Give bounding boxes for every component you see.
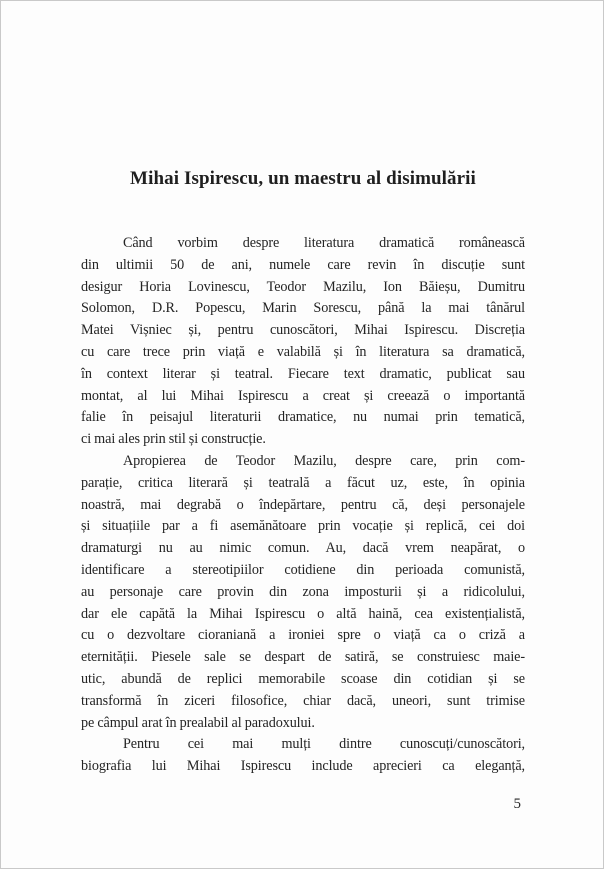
text-line: biografia lui Mihai Ispirescu include aprecieri ca eleganță, (81, 758, 525, 775)
text-line: dramaturgi nu au nimic comun. Au, dacă vrem neapărat, o (81, 540, 525, 557)
text-line: și situațiile par a fi asemănătoare prin vocație și replică, cei doi (81, 518, 525, 535)
paragraph (81, 233, 525, 451)
text-line: în context literar și teatral. Fiecare text dramatic, publicat sau (81, 365, 525, 382)
text-line: Apropierea de Teodor Mazilu, despre care, prin com- (123, 452, 525, 469)
text-line: montat, al lui Mihai Ispirescu a creat și creează o importantă (81, 387, 525, 404)
text-line: cu care trece prin viață e valabilă și în literatura sa dramatică, (81, 343, 525, 360)
text-line: au personaje care provin din zona imposturii și a ridicolului, (81, 583, 525, 600)
text-line: dar ele capătă la Mihai Ispirescu o altă haină, cea existențialistă, (81, 605, 525, 622)
text-line: din ultimii 50 de ani, numele care revin în discuție sunt (81, 256, 525, 273)
text-line: Solomon, D.R. Popescu, Marin Sorescu, până la mai tânărul (81, 300, 525, 317)
text-line: utic, abundă de replici memorabile scoase din cotidian și se (81, 670, 525, 687)
paragraph (81, 451, 525, 734)
text-line: ci mai ales prin stil și construcție. (81, 431, 266, 448)
paragraph (81, 734, 525, 778)
text-line: parație, critica literară și teatrală a făcut uz, este, în opinia (81, 474, 525, 491)
text-line: Pentru cei mai mulți dintre cunoscuți/cunoscători, (123, 736, 525, 753)
body-text (81, 233, 525, 778)
text-line: eternității. Piesele sale se despart de satiră, se construiesc maie- (81, 649, 525, 666)
text-line: Când vorbim despre literatura dramatică românească (123, 235, 525, 251)
text-line: identificare a stereotipiilor cotidiene din perioada comunistă, (81, 561, 525, 578)
page-title: Mihai Ispirescu, un maestru al disimulării (130, 168, 476, 189)
text-line: pe câmpul arat în prealabil al paradoxului. (81, 714, 315, 731)
text-line: cu o dezvoltare cioraniană a ironiei spre o viață ca o criză a (81, 627, 525, 644)
text-line: falie în peisajul literaturii dramatice, nu numai prin tematică, (81, 409, 525, 426)
text-line: desigur Horia Lovinescu, Teodor Mazilu, Ion Băieșu, Dumitru (81, 278, 525, 295)
page-number: 5 (513, 796, 521, 812)
text-line: noastră, mai degrabă o îndepărtare, pentru că, deși personajele (81, 496, 525, 513)
text-line: transformă în ziceri filosofice, chiar dacă, uneori, sunt trimise (81, 692, 525, 709)
text-line: Matei Vișniec și, pentru cunoscători, Mihai Ispirescu. Discreția (81, 322, 525, 339)
